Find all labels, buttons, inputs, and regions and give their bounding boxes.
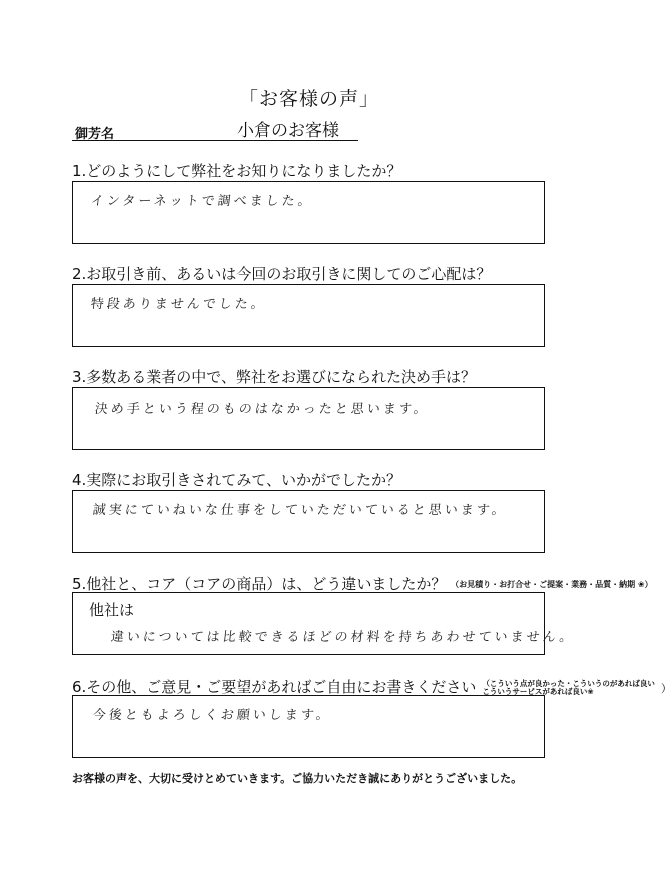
answer-1: インターネットで調べました。 — [90, 194, 315, 209]
answer-box-6 — [72, 695, 545, 758]
name-underline — [72, 140, 358, 141]
answer-5: 違いについては比較できるほどの材料を持ちあわせていません。 — [110, 630, 577, 645]
answer-6: 今後ともよろしくお願いします。 — [92, 708, 333, 723]
question-6-note-line1: （こういう点が良かった・こういうのがあれば良い — [482, 678, 655, 688]
question-6-note-close: ） — [660, 681, 672, 695]
answer-5-label: 他社は — [89, 601, 135, 619]
customer-name: 小倉のお客様 — [237, 121, 339, 141]
answer-4: 誠実にていねいな仕事をしていただいていると思います。 — [92, 503, 509, 518]
answer-2: 特段ありませんでした。 — [90, 297, 268, 312]
question-3: 3.多数ある業者の中で、弊社をお選びになられた決め手は？ — [72, 368, 477, 386]
question-5-text: 5.他社と、コア（コアの商品）は、どう違いましたか？ — [72, 575, 447, 593]
question-2: 2.お取引き前、あるいは今回のお取引きに関してのご心配は？ — [72, 265, 492, 283]
question-6-note — [482, 680, 655, 696]
question-5 — [72, 573, 653, 594]
question-6 — [72, 676, 672, 697]
answer-box-2 — [72, 284, 545, 347]
question-6-note-line2: こういうサービスがあれば良い❀ — [482, 686, 594, 696]
question-1: 1.どのようにして弊社をお知りになりましたか？ — [72, 162, 402, 180]
question-4: 4.実際にお取引きされてみて、いかがでしたか？ — [72, 471, 402, 489]
page-title: 「お客様の声」 — [238, 88, 379, 110]
question-5-note: （お見積り・お打合せ・ご提案・業務・品質・納期 ❀） — [451, 580, 653, 589]
answer-box-1 — [72, 181, 545, 244]
answer-3: 決め手という程のものはなかったと思います。 — [94, 402, 431, 417]
answer-box-4 — [72, 490, 545, 553]
closing-message: お客様の声を、大切に受けとめていきます。ご協力いただき誠にありがとうございました。 — [72, 772, 523, 785]
name-label: 御芳名 — [75, 127, 115, 142]
answer-box-3 — [72, 387, 545, 450]
question-6-text: 6.その他、ご意見・ご要望があればご自由にお書きください — [72, 678, 477, 696]
answer-box-5 — [72, 592, 577, 655]
